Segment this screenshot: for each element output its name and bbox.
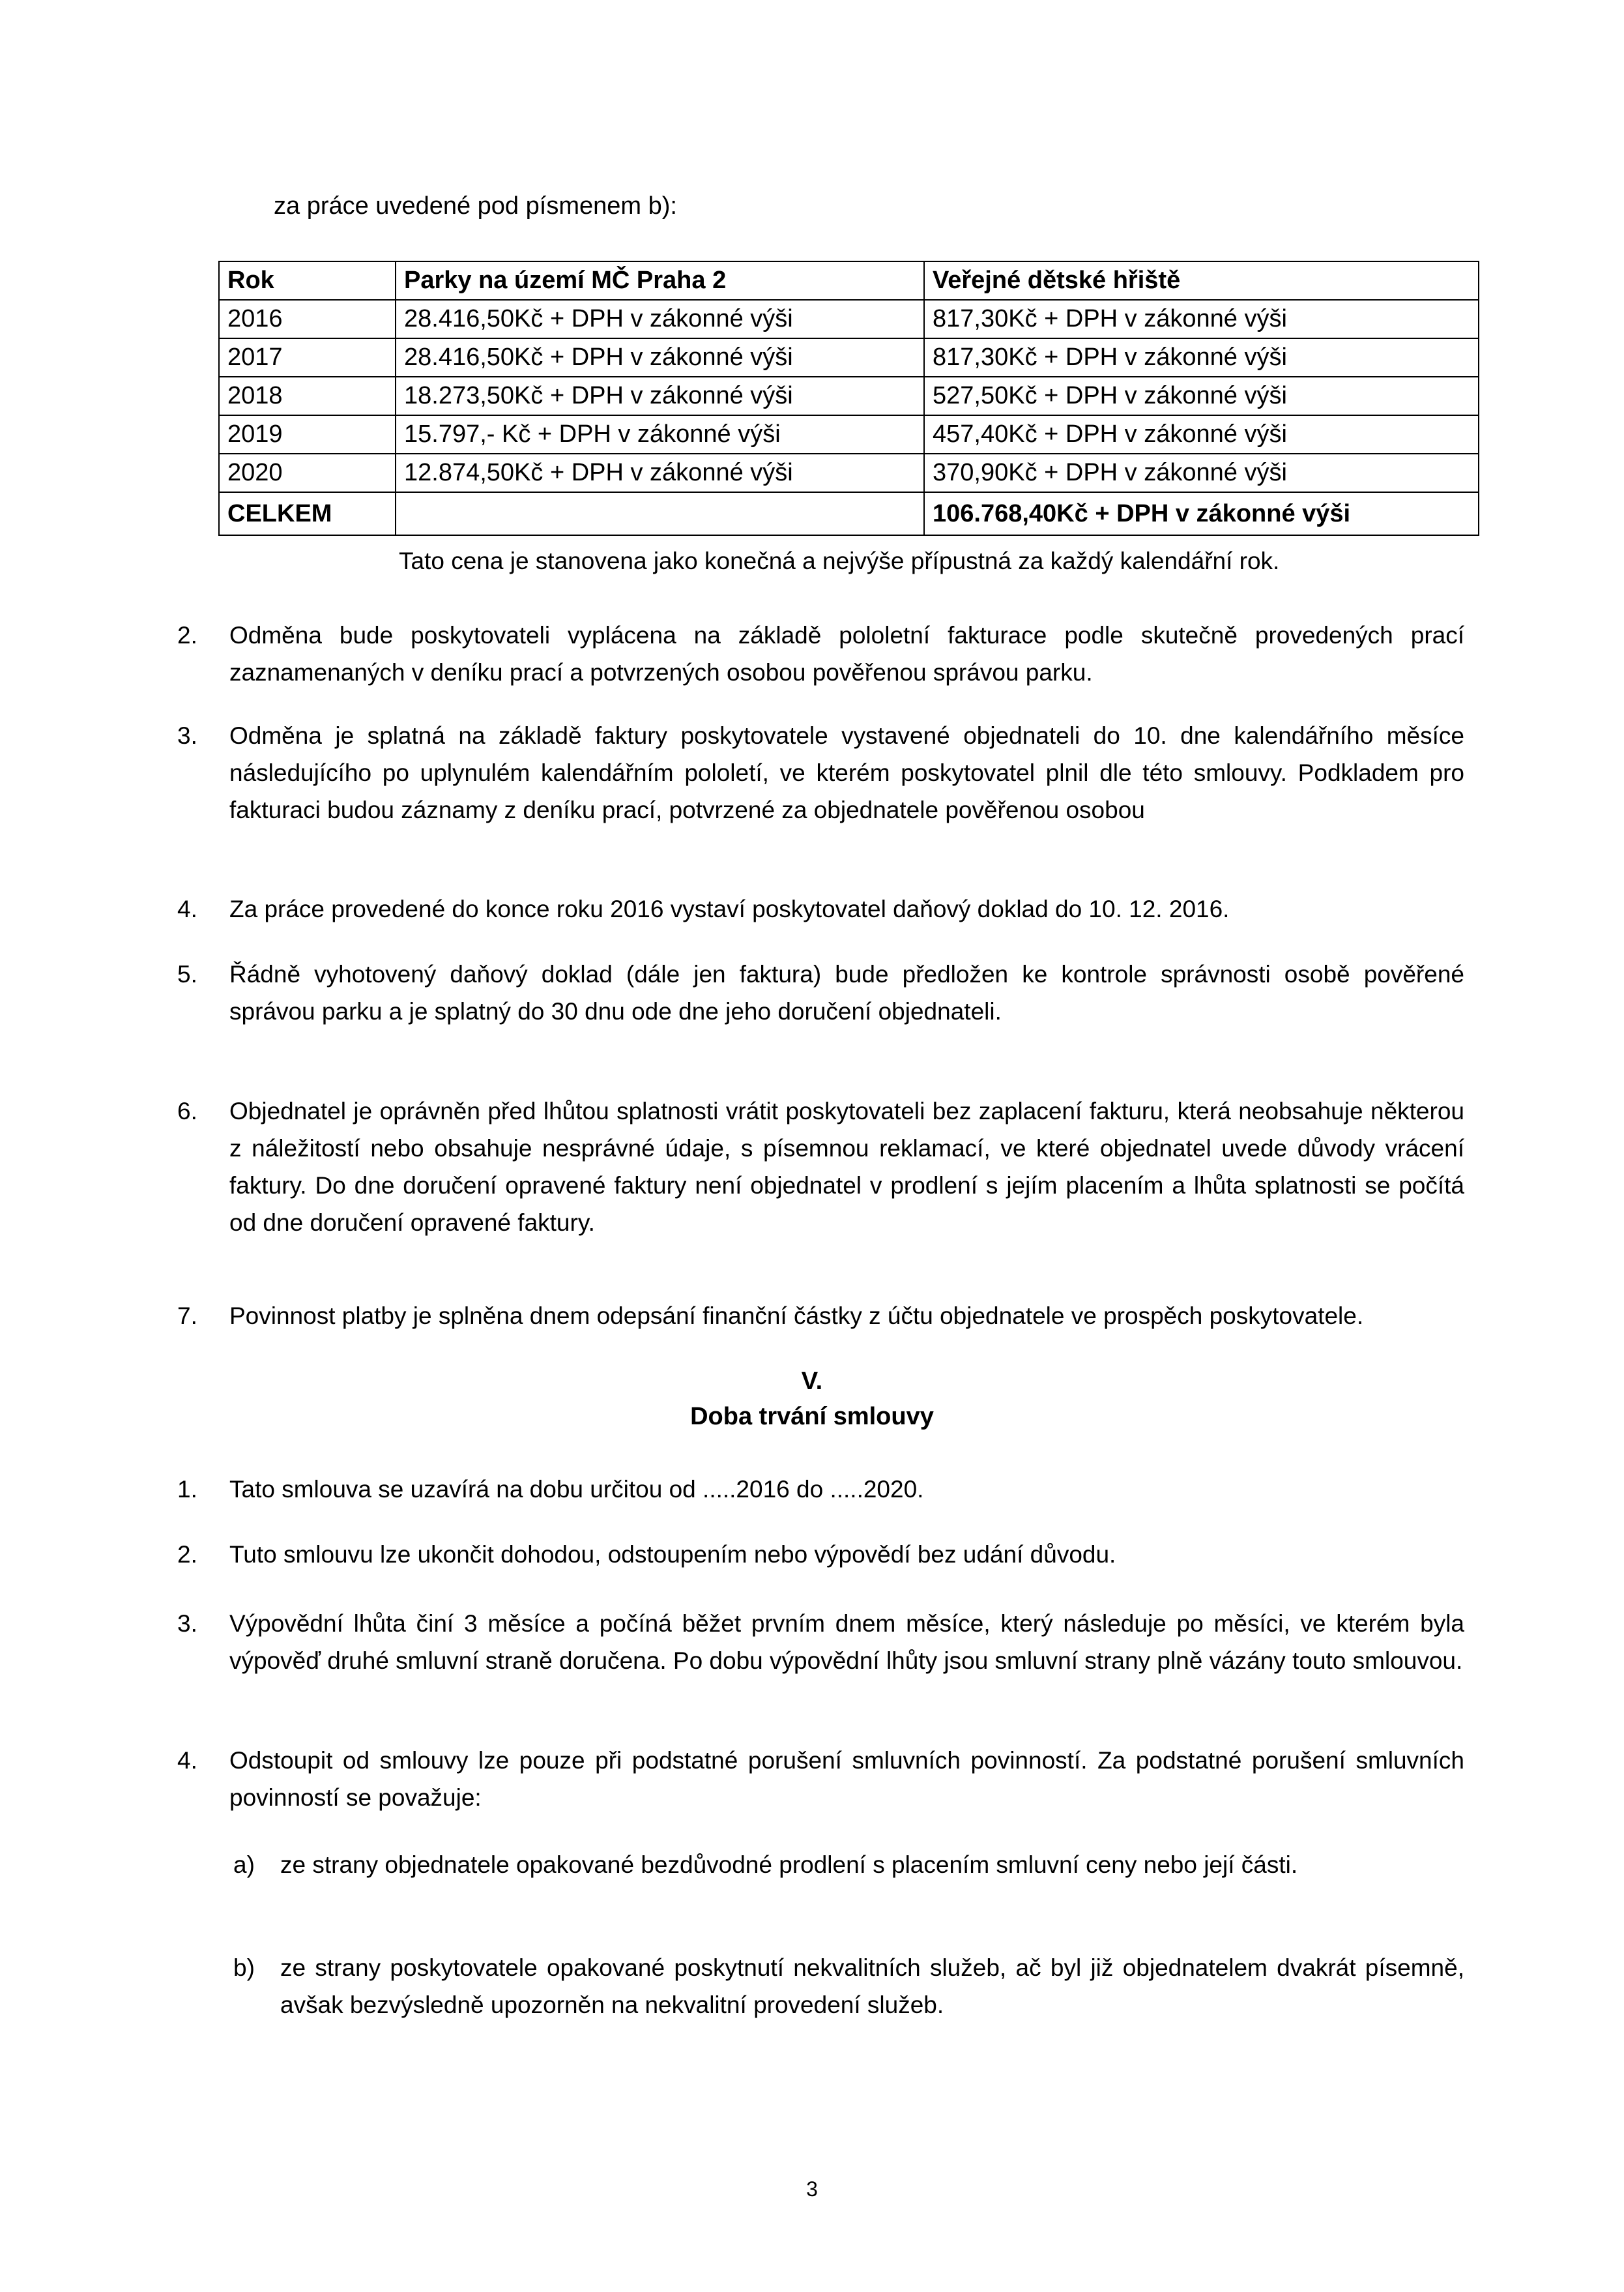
clause-number: 6. bbox=[177, 1098, 197, 1124]
clause-number: 4. bbox=[177, 896, 197, 922]
table-row bbox=[219, 415, 1479, 454]
clause-4 bbox=[177, 890, 1464, 928]
total-parks bbox=[396, 492, 924, 535]
cell-year: 2018 bbox=[219, 377, 396, 415]
clause-text: Odměna je splatná na základě faktury poskytovatele vystavené objednateli do 10. dne kalendářního měsíce následujícího po uplynulém kalendářním pololetí, ve kterém poskytovatel plnil dle této smlouvy. Podkladem pro fakturaci budou záznamy z deníku prací, potvrzené za objednatele pověřenou osobou bbox=[229, 722, 1464, 823]
clause-3 bbox=[177, 717, 1464, 829]
clause-text: Výpovědní lhůta činí 3 měsíce a počíná běžet prvním dnem měsíce, který následuje po měsíci, ve kterém byla výpověď druhé smluvní straně doručena. Po dobu výpovědní lhůty jsou smluvní strany plně vázány touto smlouvou. bbox=[229, 1610, 1464, 1674]
subclause-letter: b) bbox=[233, 1954, 255, 1981]
clause-number: 4. bbox=[177, 1747, 197, 1774]
clause-text: Objednatel je oprávněn před lhůtou splatnosti vrátit poskytovateli bez zaplacení fakturu, která neobsahuje některou z náležitostí nebo obsahuje nesprávné údaje, s písemnou reklamací, ve které objednatel uvede důvody vrácení faktury. Do dne doručení opravené faktury není objednatel v prodlení s jejím placením a lhůta splatnosti se počítá od dne doručení opravené faktury. bbox=[229, 1098, 1464, 1236]
cell-year: 2020 bbox=[219, 454, 396, 492]
clause-text: Tato smlouva se uzavírá na dobu určitou od .....2016 do .....2020. bbox=[229, 1476, 924, 1503]
price-table bbox=[218, 261, 1479, 536]
subclause-text: ze strany poskytovatele opakované poskytnutí nekvalitních služeb, ač byl již objednatelem dvakrát písemně, avšak bezvýsledně upozorněn na nekvalitní provedení služeb. bbox=[280, 1954, 1464, 2018]
clause-7 bbox=[177, 1297, 1464, 1334]
cell-parks: 15.797,- Kč + DPH v zákonné výši bbox=[396, 415, 924, 454]
section-title: Doba trvání smlouvy bbox=[690, 1403, 934, 1430]
total-label: CELKEM bbox=[219, 492, 396, 535]
header-parks: Parky na území MČ Praha 2 bbox=[396, 261, 924, 300]
cell-year: 2017 bbox=[219, 338, 396, 377]
duration-clause-4 bbox=[177, 1742, 1464, 1816]
clause-text: Povinnost platby je splněna dnem odepsání finanční částky z účtu objednatele ve prospěch poskytovatele. bbox=[229, 1302, 1364, 1329]
clause-text: Odměna bude poskytovateli vyplácena na základě pololetní fakturace podle skutečně provedených prací zaznamenaných v deníku prací a potvrzených osobou pověřenou správou parku. bbox=[229, 622, 1464, 686]
clause-5 bbox=[177, 956, 1464, 1030]
table-row bbox=[219, 338, 1479, 377]
cell-parks: 28.416,50Kč + DPH v zákonné výši bbox=[396, 338, 924, 377]
cell-playgrounds: 370,90Kč + DPH v zákonné výši bbox=[924, 454, 1479, 492]
clause-number: 5. bbox=[177, 961, 197, 988]
header-playgrounds: Veřejné dětské hřiště bbox=[924, 261, 1479, 300]
total-playgrounds: 106.768,40Kč + DPH v zákonné výši bbox=[924, 492, 1479, 535]
cell-parks: 12.874,50Kč + DPH v zákonné výši bbox=[396, 454, 924, 492]
clause-number: 7. bbox=[177, 1302, 197, 1329]
clause-number: 2. bbox=[177, 1541, 197, 1568]
clause-text: Řádně vyhotovený daňový doklad (dále jen faktura) bude předložen ke kontrole správnosti osobě pověřené správou parku a je splatný do 30 dnu ode dne jeho doručení objednateli. bbox=[229, 961, 1464, 1025]
cell-year: 2019 bbox=[219, 415, 396, 454]
intro-text: za práce uvedené pod písmenem b): bbox=[274, 192, 677, 220]
subclause-a bbox=[233, 1846, 1464, 1883]
subclause-b bbox=[233, 1949, 1464, 2023]
cell-playgrounds: 817,30Kč + DPH v zákonné výši bbox=[924, 338, 1479, 377]
cell-parks: 28.416,50Kč + DPH v zákonné výši bbox=[396, 300, 924, 338]
cell-parks: 18.273,50Kč + DPH v zákonné výši bbox=[396, 377, 924, 415]
table-row bbox=[219, 300, 1479, 338]
clause-number: 3. bbox=[177, 722, 197, 749]
price-note: Tato cena je stanovena jako konečná a nejvýše přípustná za každý kalendářní rok. bbox=[399, 548, 1280, 574]
clause-number: 2. bbox=[177, 622, 197, 649]
cell-playgrounds: 527,50Kč + DPH v zákonné výši bbox=[924, 377, 1479, 415]
table-row bbox=[219, 377, 1479, 415]
duration-clause-1 bbox=[177, 1471, 1464, 1508]
duration-clause-2 bbox=[177, 1536, 1464, 1573]
table-header-row bbox=[219, 261, 1479, 300]
cell-playgrounds: 817,30Kč + DPH v zákonné výši bbox=[924, 300, 1479, 338]
header-year: Rok bbox=[219, 261, 396, 300]
subclause-text: ze strany objednatele opakované bezdůvodné prodlení s placením smluvní ceny nebo její části. bbox=[280, 1851, 1298, 1878]
clause-2 bbox=[177, 617, 1464, 691]
subclause-letter: a) bbox=[233, 1851, 255, 1878]
table-row bbox=[219, 454, 1479, 492]
clause-6 bbox=[177, 1093, 1464, 1241]
clause-number: 1. bbox=[177, 1476, 197, 1503]
page-number: 3 bbox=[806, 2177, 818, 2201]
duration-clause-3 bbox=[177, 1605, 1464, 1679]
clause-text: Tuto smlouvu lze ukončit dohodou, odstoupením nebo výpovědí bez udání důvodu. bbox=[229, 1541, 1116, 1568]
table-total-row bbox=[219, 492, 1479, 535]
cell-playgrounds: 457,40Kč + DPH v zákonné výši bbox=[924, 415, 1479, 454]
clause-text: Za práce provedené do konce roku 2016 vystaví poskytovatel daňový doklad do 10. 12. 2016. bbox=[229, 896, 1230, 922]
section-number: V. bbox=[801, 1368, 823, 1395]
cell-year: 2016 bbox=[219, 300, 396, 338]
clause-number: 3. bbox=[177, 1610, 197, 1637]
clause-text: Odstoupit od smlouvy lze pouze při podstatné porušení smluvních povinností. Za podstatné porušení smluvních povinností se považuje: bbox=[229, 1747, 1464, 1811]
